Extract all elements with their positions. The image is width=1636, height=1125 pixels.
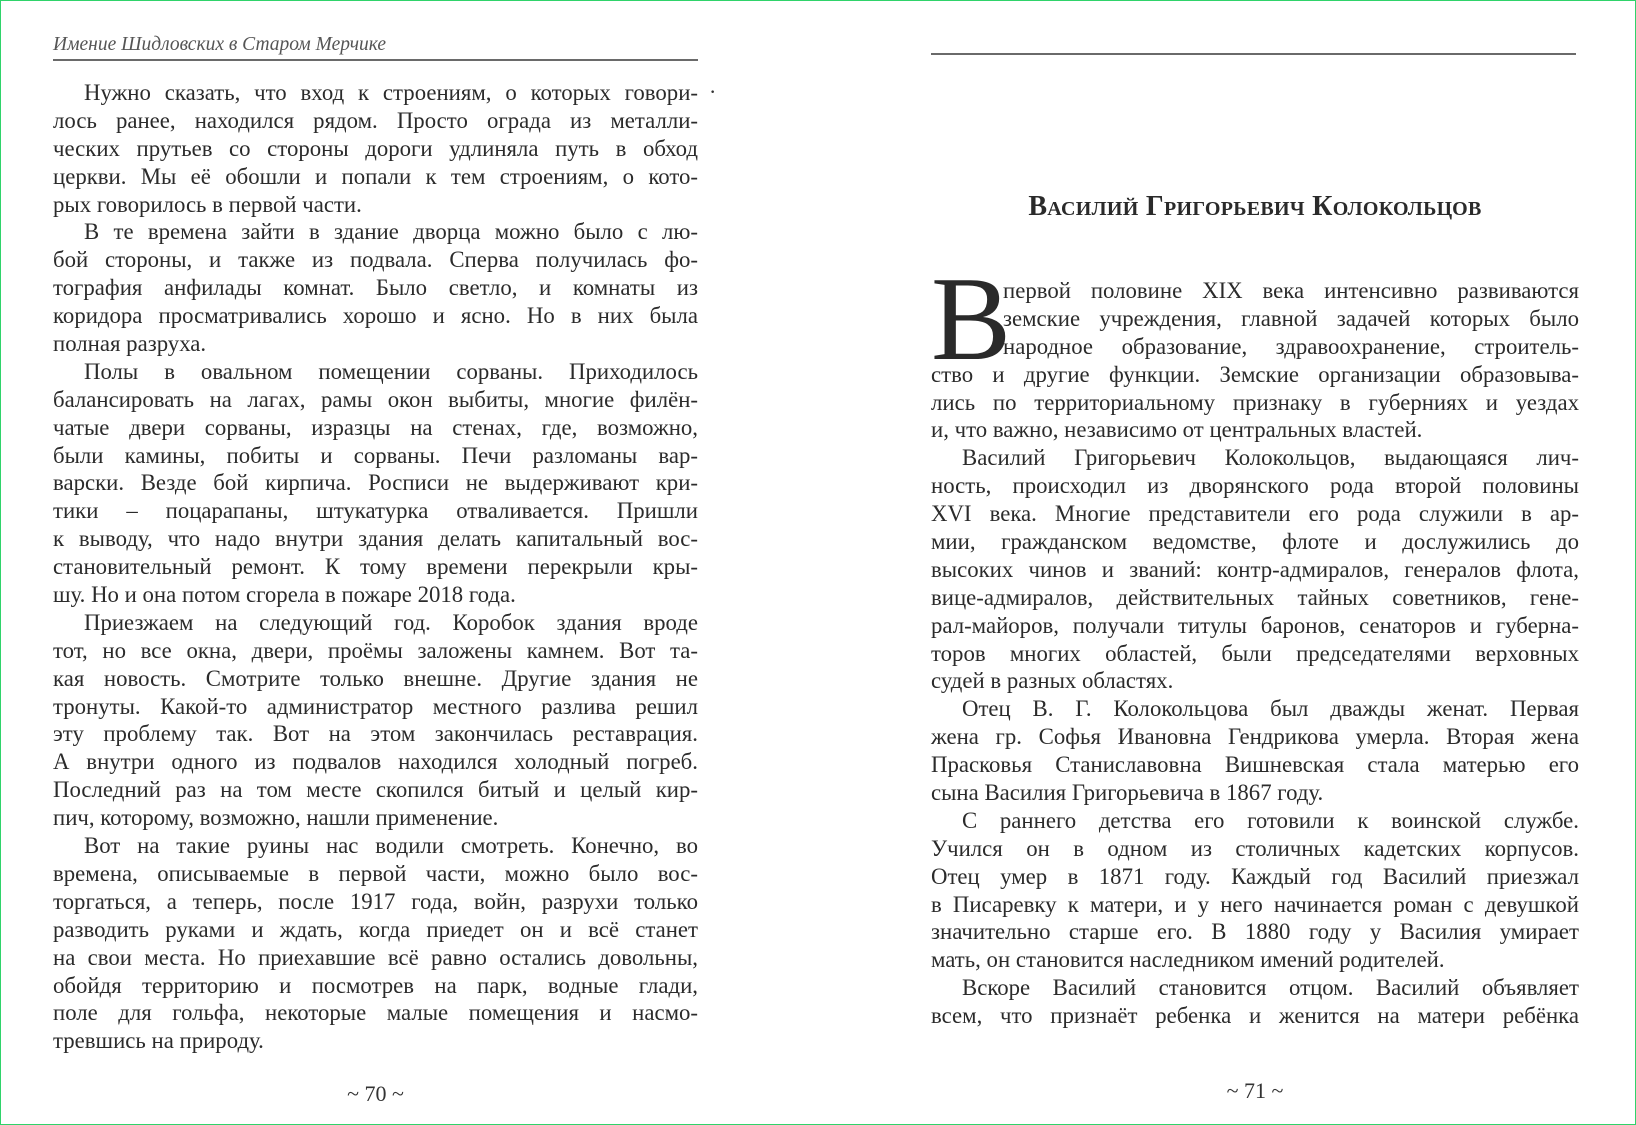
page-number: ~ 70 ~: [347, 1081, 404, 1106]
text-line: первой половине XIX века интенсивно развиваются: [1003, 278, 1579, 303]
text-line: кая новость. Смотрите только внешне. Другие здания не: [53, 665, 698, 691]
text-line: Учился он в одном из столичных кадетских корпусов.: [931, 835, 1579, 861]
text-line: Приезжаем на следующий год. Коробок здания вроде: [84, 609, 698, 635]
text-line: тот, но все окна, двери, проёмы заложены камнем. Вот та-: [53, 637, 698, 663]
text-line: мии, гражданском ведомстве, флоте и дослужились до: [931, 529, 1579, 555]
text-line: к выводу, что надо внутри здания делать капитальный вос-: [53, 526, 698, 552]
text-line: всем, что признаёт ребенка и женится на матери ребёнка: [931, 1003, 1579, 1029]
text-line: сына Василия Григорьевича в 1867 году.: [931, 780, 1324, 806]
text-line: пич, которому, возможно, нашли применение.: [53, 805, 499, 831]
text-line: Василий Григорьевич Колокольцов, выдающаяся лич-: [962, 445, 1579, 471]
text-line: жена гр. Софья Ивановна Гендрикова умерла. Вторая жена: [931, 724, 1579, 750]
text-line: ность, происходил из дворянского рода второй половины: [931, 473, 1579, 499]
text-line: эту проблему так. Вот на этом закончилась реставрация.: [53, 721, 698, 747]
text-line: значительно старше его. В 1880 году у Василия умирает: [931, 919, 1579, 945]
text-line: становительный ремонт. К тому времени перекрыли кры-: [53, 554, 698, 580]
text-line: судей в разных областях.: [931, 668, 1174, 694]
text-line: балансировать на лагах, рамы окон выбиты, многие филён-: [53, 386, 698, 412]
text-line: Вот на такие руины нас водили смотреть. Конечно, во: [84, 833, 698, 859]
margin-mark: ·: [709, 79, 717, 104]
text-line: церкви. Мы её обошли и попали к тем строениям, о кото-: [53, 163, 698, 189]
text-line: народное образование, здравоохранение, строитель-: [1003, 333, 1579, 359]
text-line: полная разруха.: [53, 331, 207, 357]
text-line: рых говорилось в первой части.: [53, 191, 362, 217]
text-line: в Писаревку к матери, и у него начинается роман с девушкой: [931, 891, 1579, 917]
text-line: чатые двери сорваны, изразцы на стенах, где, возможно,: [53, 414, 698, 440]
text-line: XVI века. Многие представители его рода служили в ар-: [931, 501, 1579, 527]
text-line: тики – поцарапаны, штукатурка отваливается. Пришли: [53, 498, 698, 524]
text-line: Полы в овальном помещении сорваны. Приходилось: [84, 358, 698, 384]
left-page: [53, 1, 698, 1124]
text-line: лись по территориальному признаку в губерниях и уездах: [931, 389, 1579, 415]
right-page: [931, 1, 1579, 1124]
text-line: Отец умер в 1871 году. Каждый год Василий приезжал: [931, 863, 1579, 889]
running-header: Имение Шидловских в Старом Мерчике: [53, 33, 698, 61]
text-line: ческих прутьев со стороны дороги удлиняла путь в обход: [53, 135, 698, 161]
left-page-text: [53, 79, 698, 1055]
page-number: ~ 71 ~: [1226, 1078, 1284, 1103]
text-line: высоких чинов и званий: контр-адмиралов, генералов флота,: [931, 556, 1579, 582]
text-line: Отец В. Г. Колокольцова был дважды женат. Первая: [962, 696, 1579, 722]
text-line: разводить руками и ждать, когда приедет он и всё станет: [53, 916, 698, 942]
text-line: варски. Везде бой кирпича. Росписи не выдерживают кри-: [53, 470, 698, 496]
text-line: Вскоре Василий становится отцом. Василий объявляет: [962, 975, 1579, 1001]
text-line: обойдя территорию и посмотрев на парк, водные глади,: [53, 972, 698, 998]
text-line: тронуты. Какой-то администратор местного разлива решил: [53, 693, 698, 719]
text-line: на свои места. Но приехавшие всё равно остались довольны,: [53, 944, 698, 970]
text-line: ство и другие функции. Земские организации образовыва-: [931, 361, 1579, 387]
text-line: вице-адмиралов, действительных тайных советников, гене-: [931, 584, 1579, 610]
text-line: времена, описываемые в первой части, можно было вос-: [53, 860, 698, 886]
right-page-text: [931, 252, 1579, 1030]
text-line: лось ранее, находился рядом. Просто ограда из металли-: [53, 107, 698, 133]
chapter-title: Василий Григорьевич Колокольцов: [1028, 191, 1482, 222]
text-line: торов многих областей, были председателями верховных: [931, 640, 1579, 666]
text-line: тография анфилады комнат. Было светло, и комнаты из: [53, 275, 698, 301]
text-line: Прасковья Станиславовна Вишневская стала матерью его: [931, 752, 1579, 778]
text-line: коридора просматривались хорошо и ясно. Но в них была: [53, 303, 698, 329]
drop-cap: В: [931, 252, 1012, 385]
text-line: А внутри одного из подвалов находился холодный погреб.: [53, 749, 698, 775]
text-line: земские учреждения, главной задачей которых было: [1003, 305, 1579, 331]
text-line: поле для гольфа, некоторые малые помещения и насмо-: [53, 1000, 698, 1026]
text-line: Нужно сказать, что вход к строениям, о которых говори-: [84, 80, 698, 105]
text-line: были камины, побиты и сорваны. Печи разломаны вар-: [53, 442, 698, 468]
text-line: рал-майоров, получали титулы баронов, сенаторов и губерна-: [931, 612, 1579, 638]
text-line: мать, он становится наследником имений родителей.: [931, 947, 1445, 973]
text-line: бой стороны, и также из подвала. Сперва получилась фо-: [53, 247, 698, 273]
text-line: тревшись на природу.: [53, 1028, 264, 1054]
text-line: Последний раз на том месте скопился битый и целый кир-: [53, 777, 698, 803]
header-rule: [931, 53, 1576, 55]
text-line: шу. Но и она потом сгорела в пожаре 2018 года.: [53, 582, 516, 608]
text-line: С раннего детства его готовили к воинской службе.: [962, 807, 1579, 833]
text-line: торгаться, а теперь, после 1917 года, войн, разрухи только: [53, 888, 698, 914]
text-line: и, что важно, независимо от центральных властей.: [931, 417, 1423, 443]
text-line: В те времена зайти в здание дворца можно было с лю-: [84, 219, 698, 245]
